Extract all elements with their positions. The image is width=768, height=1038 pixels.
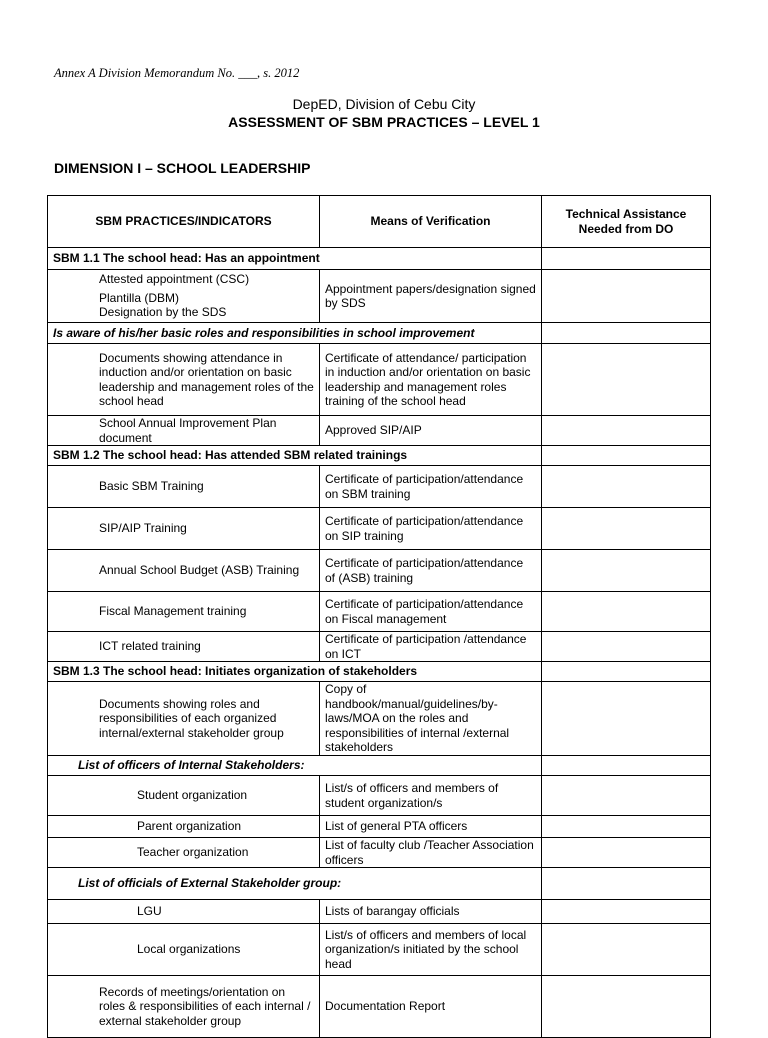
dimension-heading: DIMENSION I – SCHOOL LEADERSHIP	[54, 160, 311, 176]
annex-line: Annex A Division Memorandum No. ___, s. 2012	[54, 66, 300, 80]
verification-cell: Certificate of participation/attendance of (ASB) training	[320, 550, 542, 592]
assistance-cell	[542, 592, 711, 632]
verification-cell: List of faculty club /Teacher Association officers	[320, 838, 542, 868]
indicator-cell	[48, 632, 320, 662]
assistance-cell	[542, 416, 711, 446]
verification-cell: Certificate of participation/attendance on Fiscal management	[320, 592, 542, 632]
verification-cell: Documentation Report	[320, 976, 542, 1038]
indicator-text: School Annual Improvement Plan document	[99, 416, 277, 445]
indicator-cell	[48, 682, 320, 756]
subsection-external: List of officials of External Stakeholder group:	[48, 868, 542, 900]
indicator-text: Documents showing attendance in induction and/or orientation on basic leadership and management roles of the school head	[99, 350, 314, 408]
table-row	[48, 508, 711, 550]
organization-name: DepED, Division of Cebu City	[292, 96, 476, 112]
indicator-cell	[48, 900, 320, 924]
indicator-text: Attested appointment (CSC)	[99, 272, 250, 287]
assistance-cell	[542, 446, 711, 466]
table-row	[48, 466, 711, 508]
section-row	[48, 662, 711, 682]
indicator-text: Designation by the SDS	[99, 305, 227, 320]
table-row	[48, 416, 711, 446]
indicator-cell	[48, 592, 320, 632]
table-row	[48, 344, 711, 416]
verification-cell: Certificate of participation/attendance on SIP training	[320, 508, 542, 550]
indicator-text: SIP/AIP Training	[99, 521, 187, 536]
table-row	[48, 838, 711, 868]
indicator-cell	[48, 838, 320, 868]
indicator-text: Teacher organization	[137, 845, 249, 860]
table-row	[48, 924, 711, 976]
assistance-cell	[542, 682, 711, 756]
indicator-text: Parent organization	[137, 819, 242, 834]
verification-cell: List/s of officers and members of local organization/s initiated by the school head	[320, 924, 542, 976]
section-row	[48, 248, 711, 270]
assistance-cell	[542, 662, 711, 682]
col-header-verification: Means of Verification	[320, 196, 542, 248]
indicator-text: Plantilla (DBM)	[99, 290, 180, 305]
assistance-cell	[542, 924, 711, 976]
subsection-aware: Is aware of his/her basic roles and responsibilities in school improvement	[48, 323, 542, 344]
indicator-text: LGU	[137, 904, 162, 919]
indicator-text: Basic SBM Training	[99, 479, 204, 494]
table-row	[48, 900, 711, 924]
table-row	[48, 592, 711, 632]
indicator-text: Local organizations	[137, 942, 241, 957]
indicator-cell	[48, 816, 320, 838]
indicator-cell	[48, 344, 320, 416]
section-sbm-1-3: SBM 1.3 The school head: Initiates organization of stakeholders	[48, 662, 542, 682]
assistance-cell	[542, 632, 711, 662]
subsection-row	[48, 323, 711, 344]
verification-cell: Lists of barangay officials	[320, 900, 542, 924]
indicator-text: Student organization	[137, 788, 248, 803]
indicator-text: ICT related training	[99, 639, 201, 654]
section-sbm-1-2: SBM 1.2 The school head: Has attended SBM related trainings	[48, 446, 542, 466]
indicator-cell	[48, 416, 320, 446]
verification-cell: Certificate of participation/attendance on SBM training	[320, 466, 542, 508]
assistance-cell	[542, 756, 711, 776]
table-row	[48, 550, 711, 592]
indicator-cell	[48, 466, 320, 508]
table-row	[48, 976, 711, 1038]
subsection-row	[48, 756, 711, 776]
verification-cell: Appointment papers/designation signed by SDS	[320, 270, 542, 323]
subsection-internal: List of officers of Internal Stakeholders:	[48, 756, 542, 776]
indicator-text: Fiscal Management training	[99, 604, 247, 619]
assistance-cell	[542, 868, 711, 900]
verification-cell: List/s of officers and members of student organization/s	[320, 776, 542, 816]
indicator-cell	[48, 976, 320, 1038]
table-header-row	[48, 196, 711, 248]
col-header-assistance-line2: Needed from DO	[578, 221, 674, 236]
assistance-cell	[542, 270, 711, 323]
assistance-cell	[542, 816, 711, 838]
col-header-indicators: SBM PRACTICES/INDICATORS	[48, 196, 320, 248]
table-row	[48, 632, 711, 662]
indicator-text: Records of meetings/orientation on roles & responsibilities of each internal / external stakeholder group	[99, 984, 311, 1028]
indicator-cell	[48, 270, 320, 323]
verification-cell: Certificate of participation /attendance on ICT	[320, 632, 542, 662]
section-sbm-1-1: SBM 1.1 The school head: Has an appointment	[48, 248, 542, 270]
assistance-cell	[542, 248, 711, 270]
assistance-cell	[542, 344, 711, 416]
col-header-assistance-line1: Technical Assistance	[565, 207, 687, 221]
col-header-assistance	[542, 196, 711, 248]
assistance-cell	[542, 976, 711, 1038]
indicator-cell	[48, 776, 320, 816]
indicator-cell	[48, 550, 320, 592]
assistance-cell	[542, 323, 711, 344]
document-title: ASSESSMENT OF SBM PRACTICES – LEVEL 1	[228, 114, 540, 130]
verification-cell: Copy of handbook/manual/guidelines/by-laws/MOA on the roles and responsibilities of internal /external stakeholders	[320, 682, 542, 756]
section-row	[48, 446, 711, 466]
subsection-row	[48, 868, 711, 900]
table-row	[48, 682, 711, 756]
indicator-cell	[48, 508, 320, 550]
assistance-cell	[542, 466, 711, 508]
verification-cell: Certificate of attendance/ participation in induction and/or orientation on basic leadership and management roles training of the school head	[320, 344, 542, 416]
assistance-cell	[542, 838, 711, 868]
sbm-table	[47, 195, 711, 1038]
verification-cell: List of general PTA officers	[320, 816, 542, 838]
indicator-text: Documents showing roles and responsibilities of each organized internal/external stakeholder group	[99, 696, 284, 740]
verification-cell: Approved SIP/AIP	[320, 416, 542, 446]
assistance-cell	[542, 900, 711, 924]
assistance-cell	[542, 776, 711, 816]
assistance-cell	[542, 508, 711, 550]
table-row	[48, 270, 711, 323]
indicator-cell	[48, 924, 320, 976]
table-row	[48, 776, 711, 816]
assistance-cell	[542, 550, 711, 592]
indicator-text: Annual School Budget (ASB) Training	[99, 563, 300, 578]
table-row	[48, 816, 711, 838]
